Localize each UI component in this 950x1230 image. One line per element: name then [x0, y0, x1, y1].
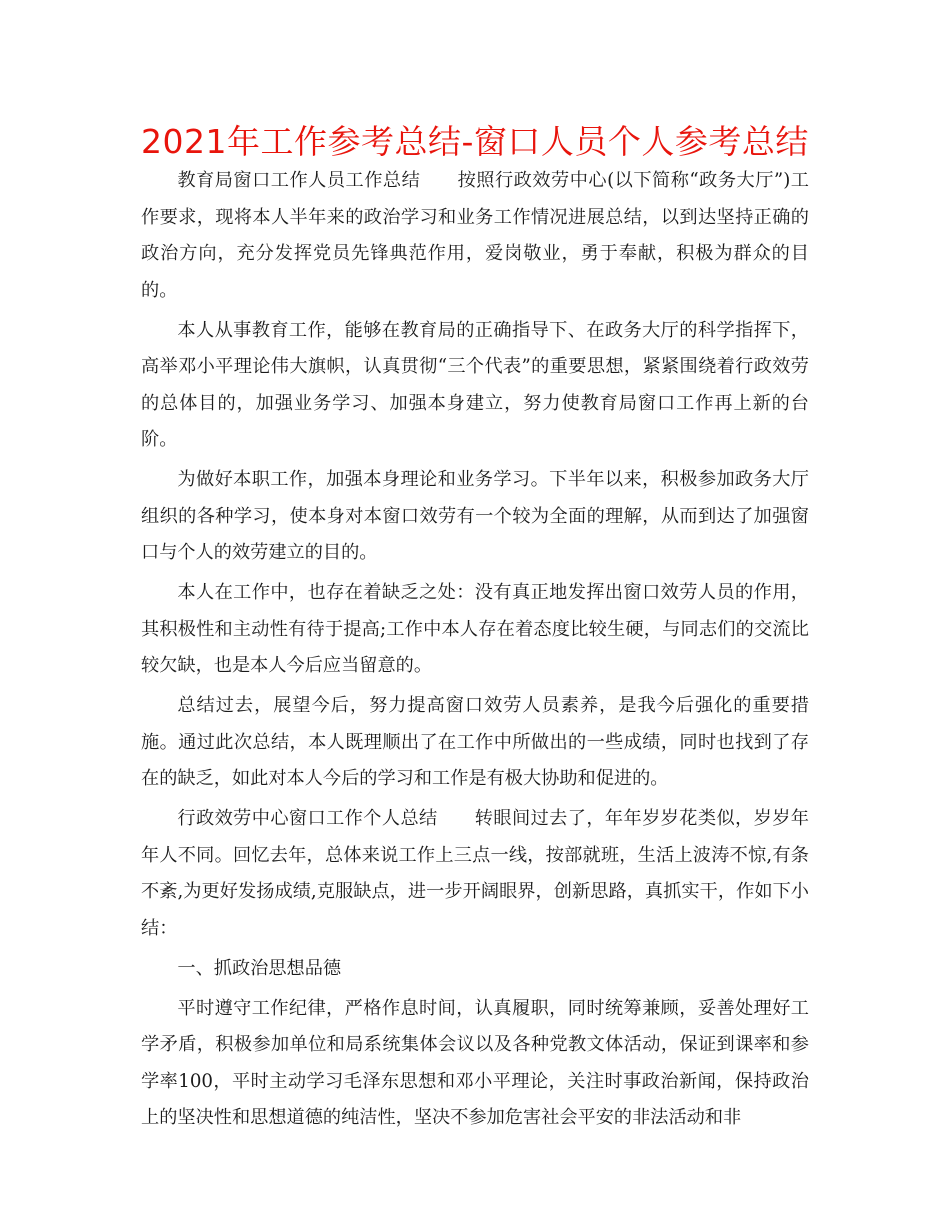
paragraph: 教育局窗口工作人员工作总结 按照行政效劳中心(以下简称“政务大厅”)工作要求，现将本人半年来的政治学习和业务工作情况进展总结，以到达坚持正确的政治方向，充分发挥党员先锋典范作用，爱岗敬业，勇于奉献，积极为群众的目的。 — [141, 170, 809, 301]
paragraph: 平时遵守工作纪律，严格作息时间，认真履职，同时统筹兼顾，妥善处理好工学矛盾，积极参加单位和局系统集体会议以及各种党教文体活动，保证到课率和参学率100，平时主动学习毛泽东思想和邓小平理论，关注时事政治新闻，保持政治上的坚决性和思想道德的纯洁性，坚决不参加危害社会平安的非法活动和非 — [141, 997, 809, 1128]
section-heading: 一、抓政治思想品德 — [177, 957, 342, 979]
paragraph: 本人在工作中，也存在着缺乏之处：没有真正地发挥出窗口效劳人员的作用，其积极性和主动性有待于提高;工作中本人存在着态度比较生硬，与同志们的交流比较欠缺，也是本人今后应当留意的。 — [141, 582, 809, 676]
paragraph: 行政效劳中心窗口工作个人总结 转眼间过去了，年年岁岁花类似，岁岁年年人不同。回忆去年，总体来说工作上三点一线，按部就班，生活上波涛不惊,有条不紊,为更好发扬成绩,克服缺点，进一步开阔眼界，创新思路，真抓实干，作如下小结： — [141, 808, 809, 939]
paragraph: 总结过去，展望今后，努力提高窗口效劳人员素养，是我今后强化的重要措施。通过此次总结，本人既理顺出了在工作中所做出的一些成绩，同时也找到了存在的缺乏，如此对本人今后的学习和工作是有极大协助和促进的。 — [141, 695, 809, 789]
document-body — [141, 163, 809, 1140]
paragraph: 为做好本职工作，加强本身理论和业务学习。下半年以来，积极参加政务大厅组织的各种学习，使本身对本窗口效劳有一个较为全面的理解，从而到达了加强窗口与个人的效劳建立的目的。 — [141, 469, 809, 563]
paragraph: 本人从事教育工作，能够在教育局的正确指导下、在政务大厅的科学指挥下，高举邓小平理论伟大旗帜，认真贯彻“三个代表”的重要思想，紧紧围绕着行政效劳的总体目的，加强业务学习、加强本身建立，努力使教育局窗口工作再上新的台阶。 — [141, 319, 809, 450]
document-title: 2021年工作参考总结-窗口人员个人参考总结 — [141, 122, 809, 161]
